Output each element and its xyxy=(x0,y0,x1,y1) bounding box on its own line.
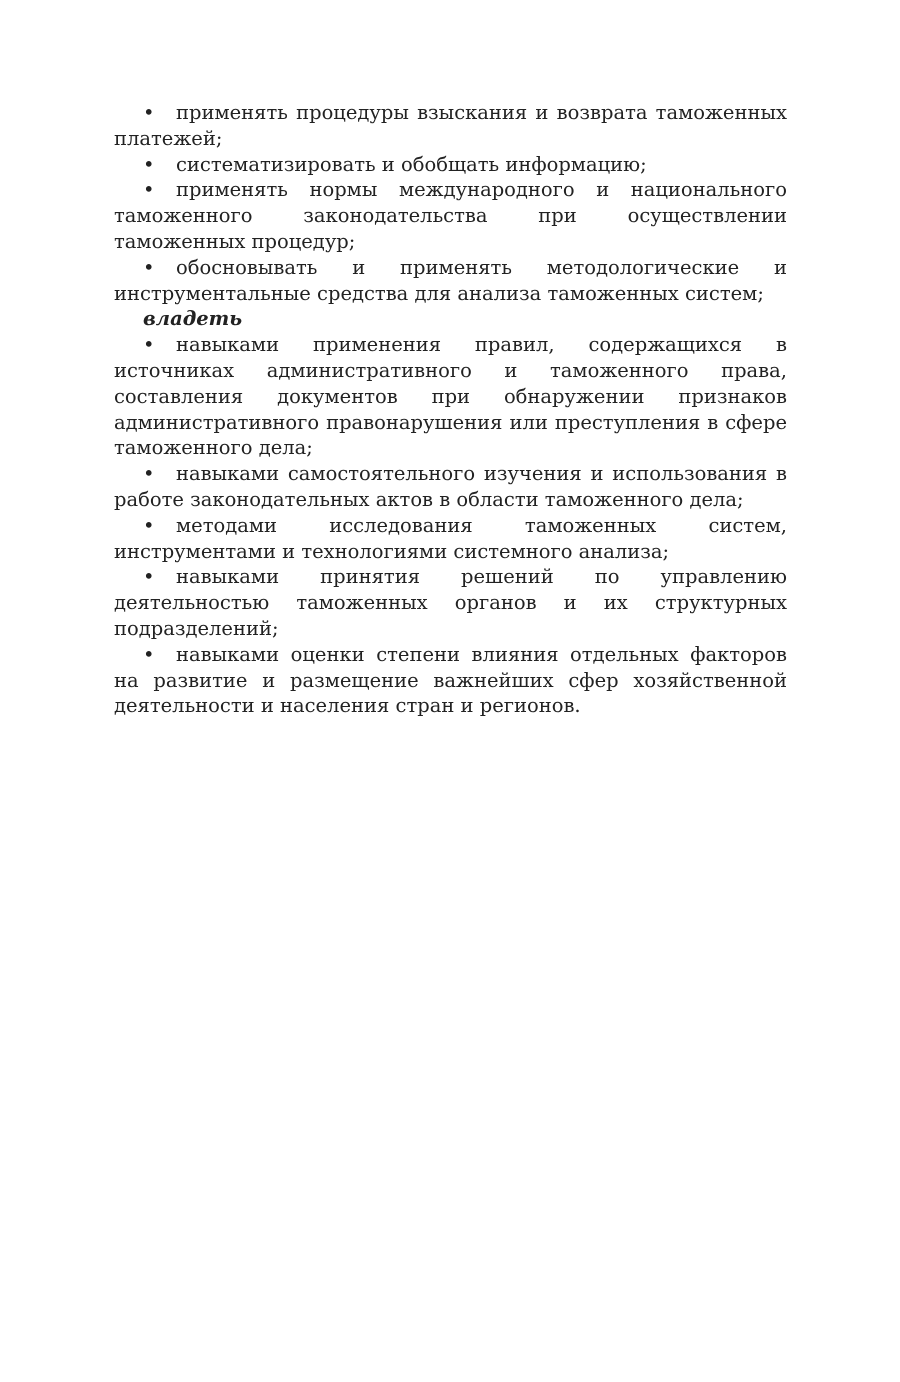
list-item-text: обосновывать и применять методологические и инструментальные средства для анализа таможенных систем; xyxy=(114,255,787,305)
document-body xyxy=(114,100,787,719)
bullet-icon: • xyxy=(143,255,155,279)
bullet-icon: • xyxy=(143,178,155,202)
bullet-icon: • xyxy=(143,642,155,666)
list-item xyxy=(114,255,787,307)
list-item xyxy=(114,513,787,565)
list-item-text: применять нормы международного и национального таможенного законодательства при осуществлении таможенных процедур; xyxy=(114,178,787,253)
list-item-text: систематизировать и обобщать информацию; xyxy=(176,152,647,176)
list-item-text: применять процедуры взыскания и возврата таможенных платежей; xyxy=(114,101,787,150)
list-item xyxy=(114,642,787,719)
list-item xyxy=(114,461,787,513)
list-item xyxy=(114,100,787,152)
list-item xyxy=(114,177,787,254)
list-item-text: навыками применения правил, содержащихся в источниках административного и таможенного права, составления документов при обнаружении признаков административного правонарушения или преступления в сфере таможенного дела; xyxy=(114,333,787,460)
list-item xyxy=(114,152,787,178)
bullet-icon: • xyxy=(143,513,155,537)
bullet-icon: • xyxy=(143,101,155,124)
bullet-icon: • xyxy=(143,152,155,176)
list-item xyxy=(114,564,787,641)
list-item xyxy=(114,332,787,461)
list-item-text: навыками оценки степени влияния отдельных факторов на развитие и размещение важнейших сфер хозяйственной деятельности и населения стран и регионов. xyxy=(114,642,787,718)
bullet-icon: • xyxy=(143,565,155,589)
section-heading: владеть xyxy=(143,307,243,331)
list-item-text: навыками принятия решений по управлению деятельностью таможенных органов и их структурных подразделений; xyxy=(114,565,787,640)
list-item-text: навыками самостоятельного изучения и использования в работе законодательных актов в области таможенного дела; xyxy=(114,462,787,511)
bullet-icon: • xyxy=(143,462,155,486)
list-item-text: методами исследования таможенных систем, инструментами и технологиями системного анализа; xyxy=(114,513,787,563)
bullet-icon: • xyxy=(143,333,155,357)
